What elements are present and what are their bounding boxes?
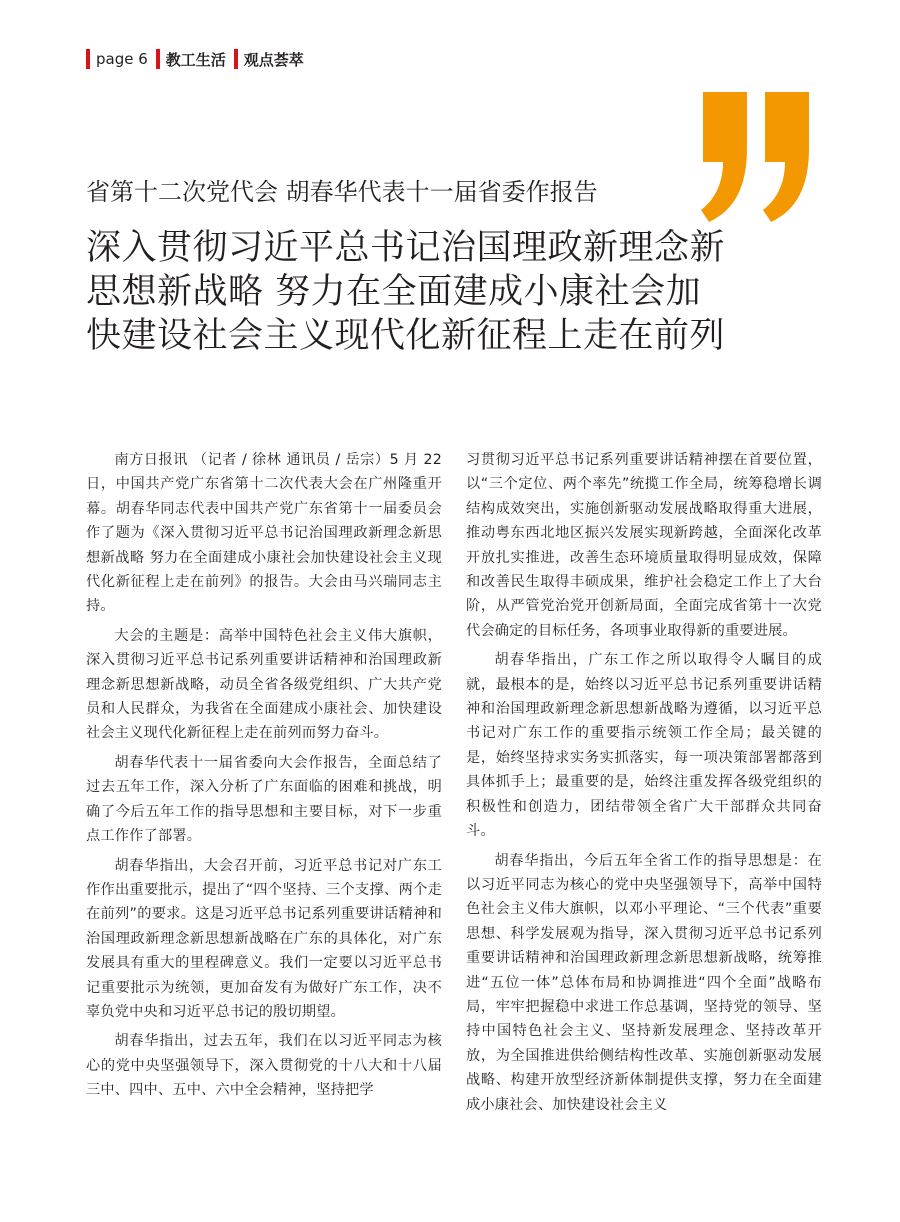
- paragraph: 胡春华代表十一届省委向大会作报告，全面总结了过去五年工作，深入分析了广东面临的困难和挑战，明确了今后五年工作的指导思想和主要目标，对下一步重点工作作了部署。: [86, 754, 442, 845]
- header-divider: [156, 49, 160, 69]
- paragraph: 胡春华指出，大会召开前，习近平总书记对广东工作作出重要批示，提出了“四个坚持、三个支撑、两个走在前列”的要求。这是习近平总书记系列重要讲话精神和治国理政新理念新思想新战略在广东的具体化，对广东发展具有重大的里程碑意义。我们一定要以习近平总书记重要批示为统领，更加奋发有为做好广东工作，决不辜负党中央和习近平总书记的殷切期望。: [86, 857, 442, 1020]
- paragraph: 胡春华指出，过去五年，我们在以习近平同志为核心的党中央坚强领导下，深入贯彻党的十八大和十八届三中、四中、五中、六中全会精神，坚持把学: [86, 1033, 442, 1099]
- page-number: page 6: [96, 50, 148, 68]
- article-column-right: [466, 448, 822, 1122]
- paragraph: 胡春华指出，今后五年全省工作的指导思想是：在以习近平同志为核心的党中央坚强领导下，高举中国特色社会主义伟大旗帜，以邓小平理论、“三个代表”重要思想、科学发展观为指导，深入贯彻习近平总书记系列重要讲话精神和治国理政新理念新思想新战略，统筹推进“五位一体”总体布局和协调推进“四个全面”战略布局，牢牢把握稳中求进工作总基调，坚持党的领导、坚持中国特色社会主义、坚持新发展理念、坚持改革开放，为全国推进供给侧结构性改革、实施创新驱动发展战略、构建开放型经济新体制提供支撑，努力在全面建成小康社会、加快建设社会主义: [466, 852, 822, 1113]
- column-name: 观点荟萃: [243, 50, 304, 69]
- paragraph: 南方日报讯 （记者 / 徐林 通讯员 / 岳宗）5 月 22 日，中国共产党广东省第十二次代表大会在广州隆重开幕。胡春华同志代表中国共产党广东省第十一届委员会作了题为《深入贯彻习近平总书记治国理政新理念新思想新战略 努力在全面建成小康社会加快建设社会主义现代化新征程上走在前列》的报告。大会由马兴瑞同志主持。: [86, 452, 442, 615]
- section-name: 教工生活: [165, 50, 226, 69]
- page-header: [86, 48, 312, 70]
- article-column-left: [86, 448, 442, 1108]
- header-divider: [86, 49, 90, 69]
- article-title: 深入贯彻习近平总书记治国理政新理念新思想新战略 努力在全面建成小康社会加快建设社会主义现代化新征程上走在前列: [86, 228, 726, 356]
- paragraph: 大会的主题是：高举中国特色社会主义伟大旗帜，深入贯彻习近平总书记系列重要讲话精神和治国理政新理念新思想新战略，动员全省各级党组织、广大共产党员和人民群众，为我省在全面建成小康社会、加快建设社会主义现代化新征程上走在前列而努力奋斗。: [86, 627, 442, 742]
- header-divider: [234, 49, 238, 69]
- paragraph-continued: 习贯彻习近平总书记系列重要讲话精神摆在首要位置，以“三个定位、两个率先”统揽工作全局，统筹稳增长调结构成效突出，实施创新驱动发展战略取得重大进展，推动粤东西北地区振兴发展实现新跨越，全面深化改革开放扎实推进，改善生态环境质量取得明显成效，保障和改善民生取得丰硕成果，维护社会稳定工作上了大台阶，从严管党治党开创新局面，全面完成省第十一次党代会确定的目标任务，各项事业取得新的重要进展。: [466, 452, 822, 639]
- article-subtitle: 省第十二次党代会 胡春华代表十一届省委作报告: [86, 178, 598, 206]
- paragraph: 胡春华指出，广东工作之所以取得令人瞩目的成就，最根本的是，始终以习近平总书记系列重要讲话精神和治国理政新理念新思想新战略为遵循，以习近平总书记对广东工作的重要指示统领工作全局；最关键的是，始终坚持求实务实抓落实，每一项决策部署都落到具体抓手上；最重要的是，始终注重发挥各级党组织的积极性和创造力，团结带领全省广大干部群众共同奋斗。: [466, 652, 822, 840]
